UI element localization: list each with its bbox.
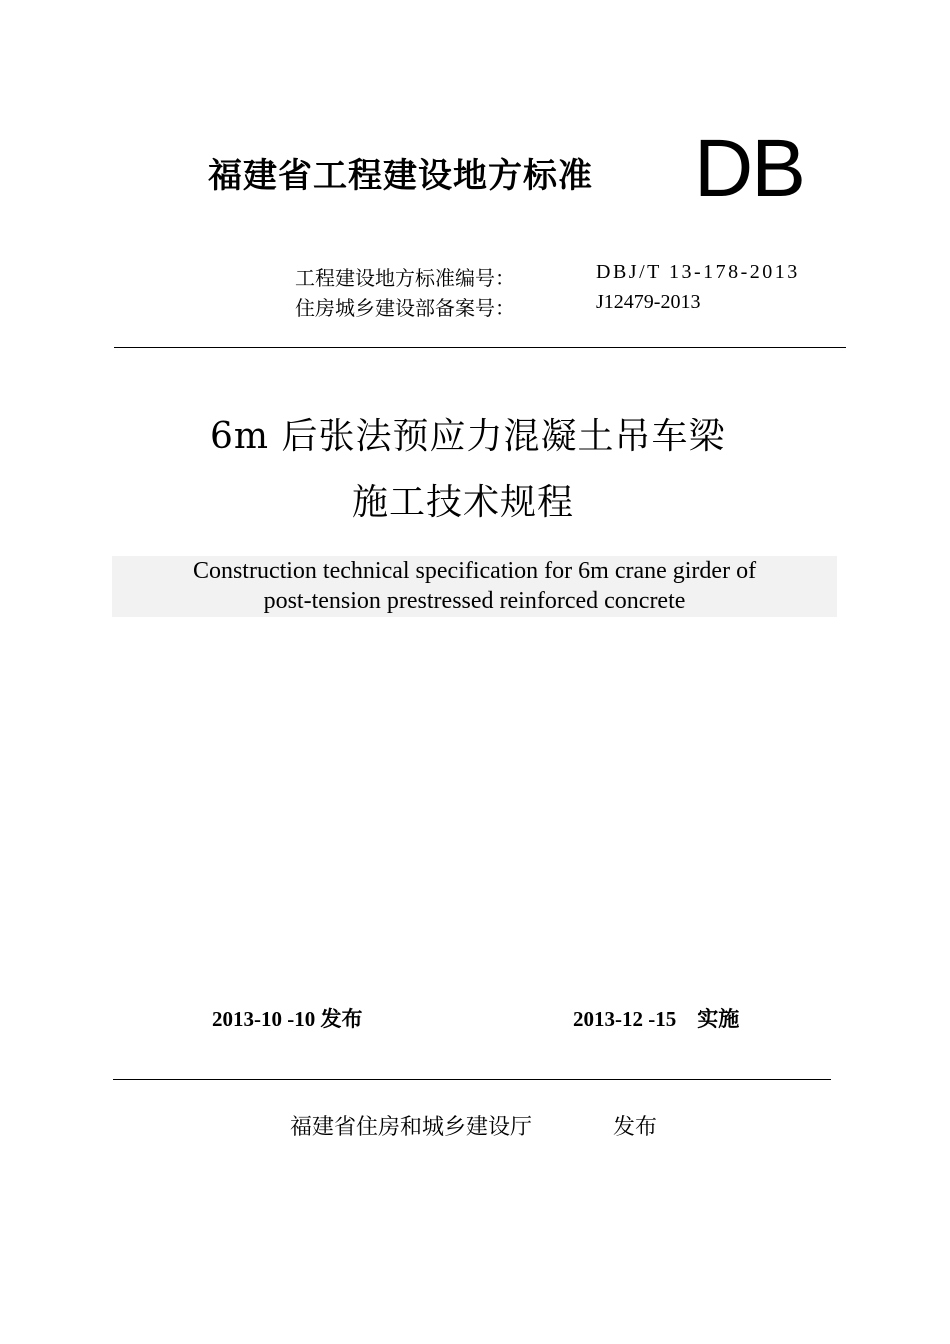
title-en-line2: post-tension prestressed reinforced concrete [263, 588, 686, 614]
bottom-divider [113, 1079, 831, 1080]
title-cn-line2: 施工技术规程 [352, 482, 575, 523]
title-en-line1: Construction technical specification for 6m crane girder of [192, 558, 757, 584]
record-number-value: J12479-2013 [596, 291, 701, 313]
issuer-action: 发布 [613, 1115, 658, 1140]
record-number-label: 住房城乡建设部备案号： [295, 296, 515, 320]
title-cn-line1: 6m 后张法预应力混凝土吊车梁 [210, 416, 726, 457]
release-date: 2013-10 -10 发布 [212, 1007, 363, 1031]
standard-number-label: 工程建设地方标准编号： [295, 266, 515, 290]
top-divider [114, 347, 846, 348]
issuer-name: 福建省住房和城乡建设厅 [290, 1115, 533, 1140]
db-mark: DB [694, 123, 804, 214]
english-title-box [112, 556, 837, 617]
effective-date: 2013-12 -15 实施 [573, 1007, 740, 1031]
standard-number-value: DBJ/T 13-178-2013 [596, 261, 800, 283]
standard-category: 福建省工程建设地方标准 [208, 156, 593, 196]
